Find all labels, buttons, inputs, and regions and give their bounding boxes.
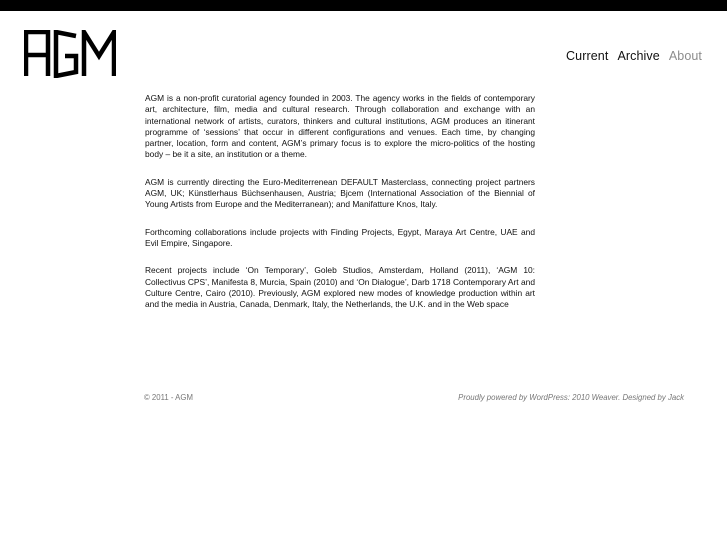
footer-copyright: © 2011 - AGM xyxy=(144,393,193,402)
paragraph-current: AGM is currently directing the Euro-Mediterrenean DEFAULT Masterclass, connecting project partners AGM, UK; Künstlerhaus Büchsenhausen, Austria; Bjcem (International Association of the Biennial of Young Artists from Europe and the Mediterranean); and Manifatture Knos, Italy. xyxy=(145,176,535,210)
site-logo[interactable] xyxy=(24,30,116,78)
credit-prefix: Proudly powered by xyxy=(458,393,530,402)
paragraph-recent: Recent projects include ‘On Temporary’, Goleb Studios, Amsterdam, Holland (2011), ‘AGM 10: Collectivus CPS’, Manifesta 8, Murcia, Spain (2010) and ‘On Dialogue’, Darb 1718 Contemporary Art and Culture Centre, Cairo (2010). Previously, AGM explored new modes of knowledge production within art and the media in Austria, Canada, Denmark, Italy, the Netherlands, the U.K. and in the Web space xyxy=(145,265,535,310)
main-nav xyxy=(566,49,702,63)
paragraph-intro: AGM is a non-profit curatorial agency founded in 2003. The agency works in the fields of contemporary art, architecture, film, media and cultural research. Through collaboration and exchange with an international network of artists, curators, thinkers and cultural institutions, AGM produces an itinerant programme of ‘sessions’ that occur in different configurations and venues. Each time, by changing partner, location, form and content, AGM’s primary focus is to explore the micro-politics of the hosting body – be it a site, an institution or a theme. xyxy=(145,93,535,160)
top-bar xyxy=(0,0,727,11)
about-content xyxy=(145,93,535,326)
credit-suffix: . Designed by xyxy=(618,393,668,402)
paragraph-forthcoming: Forthcoming collaborations include projects with Finding Projects, Egypt, Maraya Art Centre, UAE and Evil Empire, Singapore. xyxy=(145,226,535,248)
wordpress-link[interactable]: WordPress xyxy=(529,393,568,402)
agm-wordmark-icon xyxy=(24,30,116,78)
footer-credit xyxy=(458,393,684,402)
nav-item-archive[interactable]: Archive xyxy=(617,49,660,63)
designer-link[interactable]: Jack xyxy=(667,393,684,402)
credit-middle: : xyxy=(567,393,573,402)
nav-item-current[interactable]: Current xyxy=(566,49,609,63)
nav-item-about[interactable]: About xyxy=(668,49,702,63)
theme-link[interactable]: 2010 Weaver xyxy=(572,393,619,402)
